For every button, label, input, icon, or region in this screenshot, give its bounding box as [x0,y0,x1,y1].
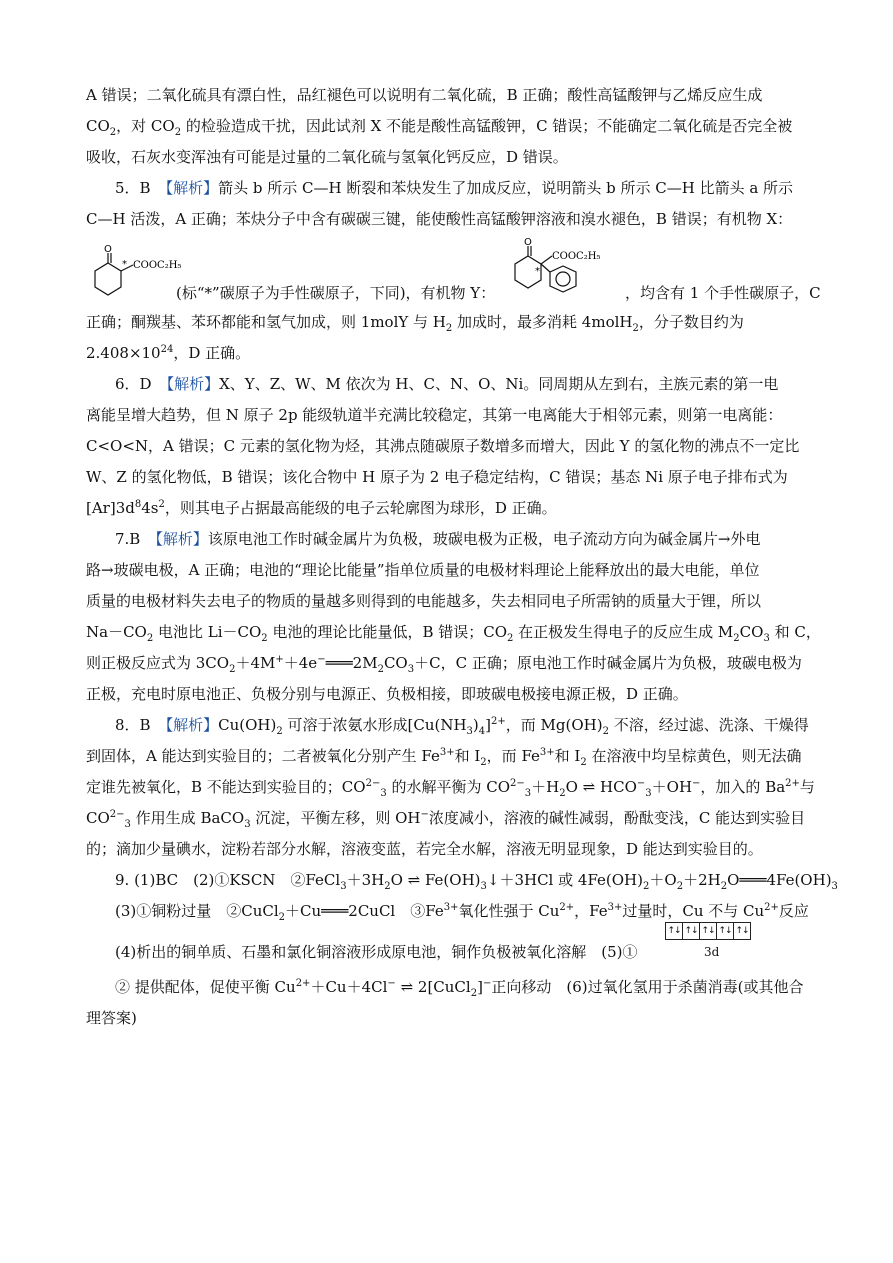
q7-line2: 路→玻碳电极，A 正确；电池的“理论比能量”指单位质量的电极材料理论上能释放出的最大电能，单位 [86,561,760,579]
q6-line3: C<O<N，A 错误；C 元素的氢化物为烃，其沸点随碳原子数增多而增大，因此 Y 的氢化物的沸点不一定比 [86,437,800,455]
q9-line4: ② 提供配体，促使平衡 $Cu^{2+}+Cu+4Cl^-$ ⇌ 2[CuCl$_2$]−正向移动 (6)过氧化氢用于杀菌消毒(或其他合 [115,978,804,999]
q8-line2: 到固体，A 能达到实验目的；二者被氧化分别产生 $Fe^{3+}$和 $I_2$，而 $Fe^{3+}$和 $I_2$ 在溶液中均呈棕黄色，则无法确 [86,747,802,768]
q9-line1: 9. (1)BC (2)①KSCN $②FeCl_3+3H_2O$ ⇌ $Fe(OH)_3↓+3HCl$ 或 $4Fe(OH)_2+O_2+2H_2O═══4Fe(OH)_3$ [115,871,838,892]
q8-line1: 8．B 【解析】$Cu(OH)_2$ 可溶于浓氨水形成$[Cu(NH_3)_4]^{2+}$，而 $Mg(OH)_2$ 不溶，经过滤、洗涤、干燥得 [115,716,809,737]
q9-line5: 理答案) [86,1009,137,1027]
q7-line3: 质量的电极材料失去电子的物质的量越多则得到的电能越多，失去相同电子所需钠的质量大于锂，所以 [86,592,762,610]
p4-line2: $CO_2$，对 $CO_2$ 的检验造成干扰，因此试剂 X 不能是酸性高锰酸钾，C 错误；不能确定二氧化硫是否完全被 [86,117,793,138]
molecule-y-structure [508,234,620,304]
q5-line1: 5．B 【解析】箭头 b 所示 C—H 断裂和苯炔发生了加成反应，说明箭头 b 所示 C—H 比箭头 a 所示 [115,179,794,197]
orbital-box: ↑↓ [682,922,700,940]
q8-line5: 的；滴加少量碘水，淀粉若部分水解，溶液变蓝，若完全水解，溶液无明显现象，D 能达到实验目的。 [86,840,763,858]
svg-text:*: * [535,266,540,277]
q7-line4: $Na-CO_2$ 电池比 $Li-CO_2$ 电池的理论比能量低，B 错误；$CO_2$ 在正极发生得电子的反应生成 $M_2CO_3$ 和 C， [86,623,821,644]
p4-line3: 吸收，石灰水变浑浊有可能是过量的二氧化硫与氢氧化钙反应，D 错误。 [86,148,568,166]
q7-line1: 7.B 【解析】该原电池工作时碱金属片为负极，玻碳电极为正极，电子流动方向为碱金属片→外电 [115,530,761,548]
orbital-box: ↑↓ [699,922,717,940]
q5-line5: $2.408\times 10^{24}$，D 正确。 [86,344,251,362]
q6-line2: 离能呈增大趋势，但 N 原子 2p 能级轨道半充满比较稳定，其第一电离能大于相邻元素，则第一电离能： [86,406,783,424]
svg-text:COOC₂H₅: COOC₂H₅ [133,260,182,271]
q7-line6: 正极，充电时原电池正、负极分别与电源正、负极相接，即玻碳电极接电源正极，D 正确。 [86,685,688,703]
q5-line3b: ，均含有 1 个手性碳原子，C [625,284,821,302]
svg-text:COOC₂H₅: COOC₂H₅ [552,251,601,262]
svg-text:*: * [122,259,127,270]
p4-line1: A 错误；二氧化硫具有漂白性，品红褪色可以说明有二氧化硫，B 正确；酸性高锰酸钾与乙烯反应生成 [86,86,763,104]
orbital-box: ↑↓ [733,922,751,940]
q8-line4: $CO^{2-}_3$ 作用生成 BaCO$_3$ 沉淀，平衡左移，则 OH−浓度减小，溶液的碱性减弱，酚酞变浅，C 能达到实验目 [86,809,806,830]
orbital-box: ↑↓ [716,922,734,940]
q5-line4: 正确；酮羰基、苯环都能和氢气加成，则 1molY 与 $H_2$ 加成时，最多消耗 4molH$_2$，分子数目约为 [86,313,744,334]
q6-line4: W、Z 的氢化物低，B 错误；该化合物中 H 原子为 2 电子稳定结构，C 错误；基态 Ni 原子电子排布式为 [86,468,788,486]
orbital-diagram-3d [666,922,751,940]
q5-line2: C—H 活泼，A 正确；苯炔分子中含有碳碳三键，能使酸性高锰酸钾溶液和溴水褪色，B 错误；有机物 X： [86,210,793,228]
q6-line1: 6．D 【解析】X、Y、Z、W、M 依次为 H、C、N、O、Ni。同周期从左到右，主族元素的第一电 [115,375,779,393]
q5-line3a: (标“*”碳原子为手性碳原子，下同)，有机物 Y： [176,284,496,302]
orbital-label: 3d [704,945,720,959]
q7-line5: 则正极反应式为 $3CO_2+4M^++4e^-═══2M_2CO_3+C$，C 正确；原电池工作时碱金属片为负极，玻碳电极为 [86,654,802,675]
q9-line2: (3)①铜粉过量 ②CuCl$_2$＋Cu═══2CuCl $③Fe^{3+}$氧化性强于 $Cu^{2+}$，$Fe^{3+}$过量时，Cu 不与 $Cu^{2+}$反应 [115,902,809,923]
svg-text:O: O [524,237,532,248]
q8-line3: 定谁先被氧化，B 不能达到实验目的；$CO^{2-}_3$ 的水解平衡为 $CO^{2-}_3+H_2O$ ⇌ $HCO^-_3+OH^-$，加入的 $Ba^{2+}$与 [86,778,815,799]
q6-line5: $[Ar]3d^84s^2$，则其电子占据最高能级的电子云轮廓图为球形，D 正确。 [86,499,557,517]
q9-line3: (4)析出的铜单质、石墨和氯化铜溶液形成原电池，铜作负极被氧化溶解 (5)① [115,943,638,961]
orbital-box: ↑↓ [665,922,683,940]
svg-text:O: O [104,244,112,255]
